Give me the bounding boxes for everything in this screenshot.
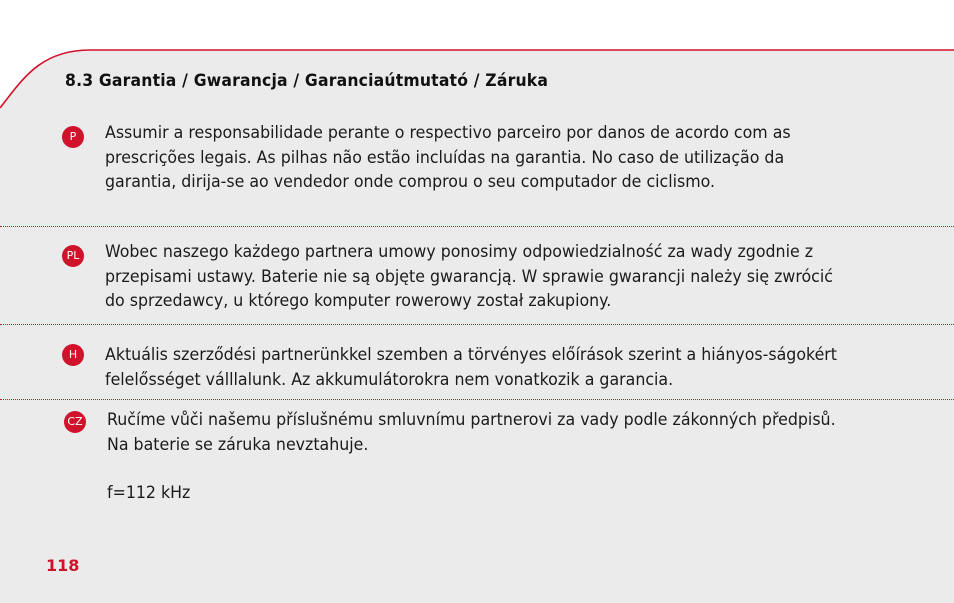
language-badge-hu: H	[62, 344, 84, 366]
warranty-paragraph-pt: Assumir a responsabilidade perante o respectivo parceiro por danos de acordo com as prescrições legais. As pilhas não estão incluídas na garantia. No caso de utilização da garantia, dirija-se ao vendedor onde comprou o seu computador de ciclismo.	[105, 123, 791, 192]
warranty-paragraph-pl: Wobec naszego każdego partnera umowy ponosimy odpowiedzialność za wady zgodnie z przepisami ustawy. Baterie nie są objęte gwarancją. W sprawie gwarancji należy się zwrócić do sprzedawcy, u którego komputer rowerowy został zakupiony.	[105, 242, 833, 311]
language-badge-pt: P	[62, 126, 84, 148]
section-heading: 8.3 Garantia / Gwarancja / Garanciaútmutató / Záruka	[65, 71, 549, 91]
language-badge-pl: PL	[62, 245, 84, 267]
warranty-text-cz	[107, 408, 842, 506]
page-number: 118	[46, 556, 80, 575]
warranty-text-hu	[105, 343, 840, 392]
frequency-note: f=112 kHz	[107, 483, 191, 503]
dotted-divider	[0, 324, 954, 325]
warranty-paragraph-cz: Ručíme vůči našemu příslušnému smluvnímu partnerovi za vady podle zákonných předpisů. Na baterie se záruka nevztahuje.	[107, 410, 836, 455]
dotted-divider	[0, 226, 954, 227]
warranty-paragraph-hu: Aktuális szerződési partnerünkkel szemben a törvényes előírások szerint a hiányos-ságokért felelősséget válllalunk. Az akkumulátorokra nem vonatkozik a garancia.	[105, 345, 838, 390]
language-badge-cz: CZ	[64, 411, 86, 433]
warranty-text-pt	[105, 121, 840, 195]
dotted-divider	[0, 399, 954, 400]
warranty-text-pl	[105, 240, 840, 314]
